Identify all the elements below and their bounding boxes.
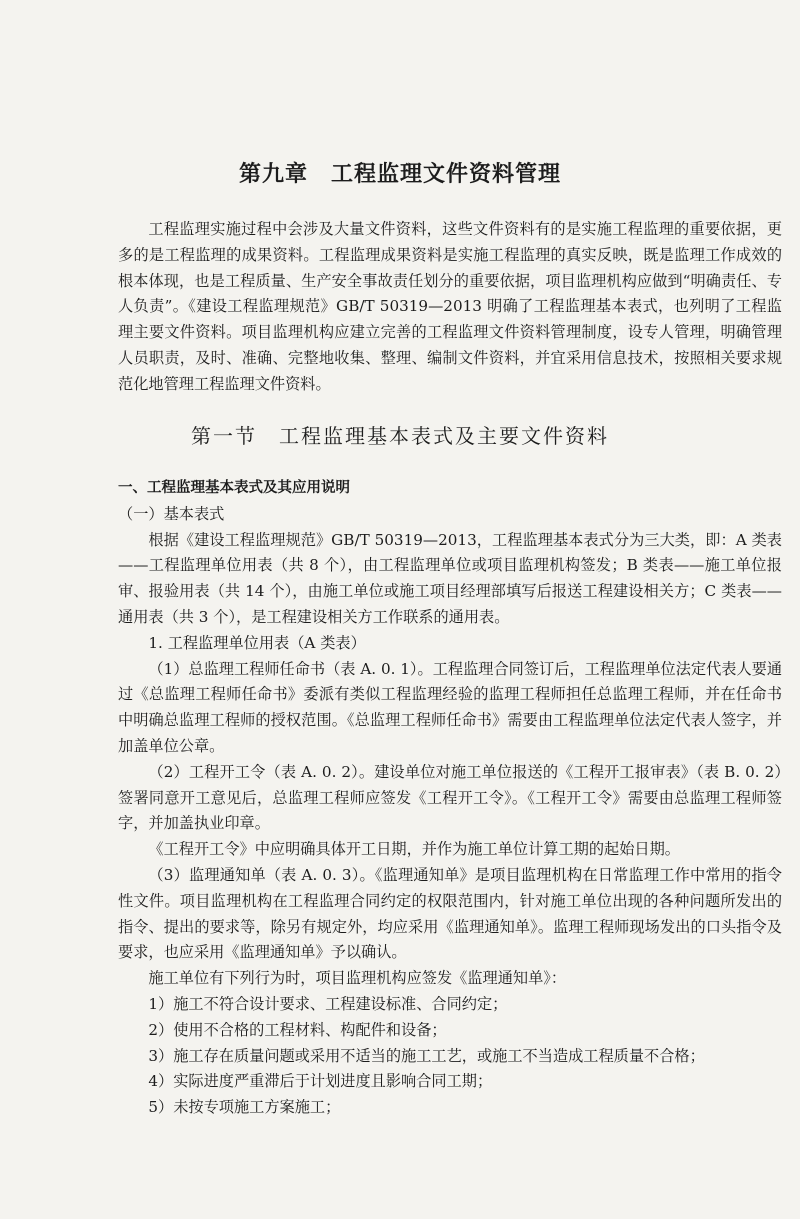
list-item: 5）未按专项施工方案施工； <box>148 1098 341 1117</box>
paragraph-form-a3-list-intro: 施工单位有下列行为时，项目监理机构应签发《监理通知单》： <box>148 969 567 988</box>
intro-section <box>118 217 782 398</box>
heading-level-1: 一、工程监理基本表式及其应用说明 <box>118 480 350 496</box>
list-item: 3）施工存在质量问题或采用不适当的施工工艺，或施工不当造成工程质量不合格； <box>148 1046 705 1065</box>
intro-paragraph: 工程监理实施过程中会涉及大量文件资料，这些文件资料有的是实施工程监理的重要依据，更多的是工程监理的成果资料。工程监理成果资料是实施工程监理的真实反映，既是监理工作成效的根本体现，也是工程质量、生产安全事故责任划分的重要依据，项目监理机构应做到“明确责任、专人负责”。《建设工程监理规范》GB/T 50319—2013 明确了工程监理基本表式，也列明了工程监理主要文件资料。项目监理机构应建立完善的工程监理文件资料管理制度，设专人管理，明确管理人员职责，及时、准确、完整地收集、整理、编制文件资料，并宜采用信息技术，按照相关要求规范化地管理工程监理文件资料。 <box>118 220 782 393</box>
list-item: 2）使用不合格的工程材料、构配件和设备； <box>148 1020 447 1039</box>
heading-level-3: 1. 工程监理单位用表（A 类表） <box>148 633 366 652</box>
paragraph-form-a2: （2）工程开工令（表 A. 0. 2）。建设单位对施工单位报送的《工程开工报审表》（表 B. 0. 2）签署同意开工意见后，总监理工程师应签发《工程开工令》。《工程开工令》需要由总监理工程师签字，并加盖执业印章。 <box>118 762 782 833</box>
paragraph-form-a2-note: 《工程开工令》中应明确具体开工日期，并作为施工单位计算工期的起始日期。 <box>148 840 680 859</box>
paragraph-form-a3: （3）监理通知单（表 A. 0. 3）。《监理通知单》是项目监理机构在日常监理工作中常用的指令性文件。项目监理机构在工程监理合同约定的权限范围内，针对施工单位出现的各种问题所发出的指令、提出的要求等，除另有规定外，均应采用《监理通知单》。监理工程师现场发出的口头指令及要求，也应采用《监理通知单》予以确认。 <box>118 865 782 962</box>
heading-level-2: （一）基本表式 <box>118 504 225 523</box>
list-item: 4）实际进度严重滞后于计划进度且影响合同工期； <box>148 1072 493 1091</box>
section-body <box>118 476 782 1121</box>
section-title: 第一节 工程监理基本表式及主要文件资料 <box>191 424 609 448</box>
list-item: 1）施工不符合设计要求、工程建设标准、合同约定； <box>148 994 508 1013</box>
chapter-title: 第九章 工程监理文件资料管理 <box>238 162 561 187</box>
paragraph-basic-forms: 根据《建设工程监理规范》GB/T 50319—2013，工程监理基本表式分为三大类，即：A 类表——工程监理单位用表（共 8 个），由工程监理单位或项目监理机构签发；B 类表——施工单位报审、报验用表（共 14 个），由施工单位或施工项目经理部填写后报送工程建设相关方；C 类表——通用表（共 3 个），是工程建设相关方工作联系的通用表。 <box>118 530 782 626</box>
paragraph-form-a1: （1）总监理工程师任命书（表 A. 0. 1）。工程监理合同签订后，工程监理单位法定代表人要通过《总监理工程师任命书》委派有类似工程监理经验的监理工程师担任总监理工程师，并在任命书中明确总监理工程师的授权范围。《总监理工程师任命书》需要由工程监理单位法定代表人签字，并加盖单位公章。 <box>118 659 783 755</box>
